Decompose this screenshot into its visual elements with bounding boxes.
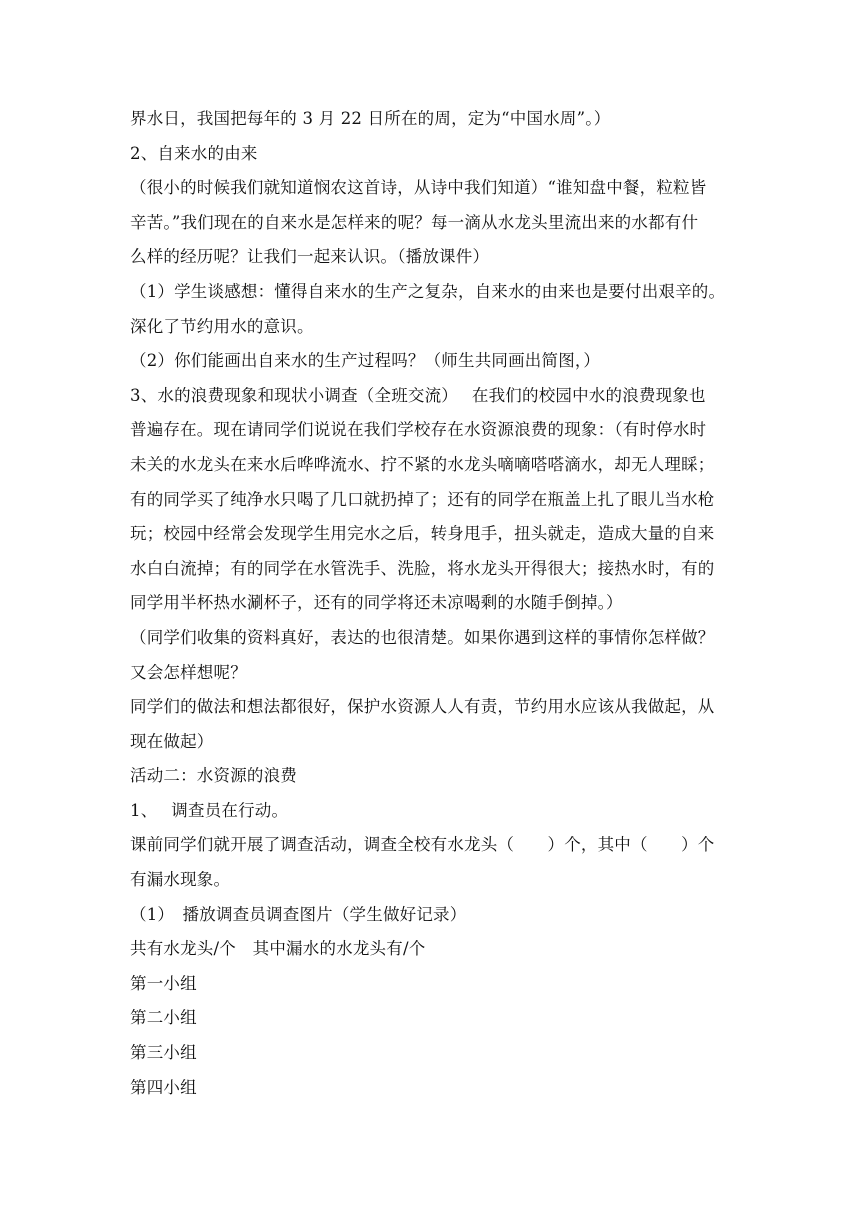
text-line-19: 现在做起） xyxy=(130,731,214,751)
record-header-line: 共有水龙头/个 其中漏水的水龙头有/个 xyxy=(130,939,426,959)
activity-two-heading: 活动二：水资源的浪费 xyxy=(130,766,297,786)
group-3-label: 第三小组 xyxy=(130,1043,197,1063)
text-line-7: 深化了节约用水的意识。 xyxy=(130,316,314,336)
text-line-4: 辛苦。”我们现在的自来水是怎样来的呢？每一滴从水龙头里流出来的水都有什 xyxy=(130,212,699,232)
text-line-24: （1） 播放调查员调查图片（学生做好记录） xyxy=(130,904,467,924)
text-line-16: （同学们收集的资料真好，表达的也很清楚。如果你遇到这样的事情你怎样做？ xyxy=(130,627,715,647)
text-line-12: 有的同学买了纯净水只喝了几口就扔掉了；还有的同学在瓶盖上扎了眼儿当水枪 xyxy=(130,489,715,509)
text-line-5: 么样的经历呢？让我们一起来认识。（播放课件） xyxy=(130,247,490,267)
text-line-22: 课前同学们就开展了调查活动，调查全校有水龙头（ ）个，其中（ ）个 xyxy=(130,835,715,855)
text-line-18: 同学们的做法和想法都很好，保护水资源人人有责，节约用水应该从我做起，从 xyxy=(130,697,715,717)
text-line-11: 未关的水龙头在来水后哗哗流水、拧不紧的水龙头嘀嘀嗒嗒滴水，却无人理睬； xyxy=(130,454,715,474)
section-heading-tap-water-origin: 2、自来水的由来 xyxy=(130,143,258,163)
group-1-label: 第一小组 xyxy=(130,973,197,993)
section-heading-water-waste-survey: 3、水的浪费现象和现状小调查（全班交流） 在我们的校园中水的浪费现象也 xyxy=(130,385,706,405)
text-line-14: 水白白流掉；有的同学在水管洗手、洗脸，将水龙头开得很大；接热水时，有的 xyxy=(130,558,715,578)
text-line-13: 玩；校园中经常会发现学生用完水之后，转身甩手，扭头就走，造成大量的自来 xyxy=(130,524,715,544)
text-line-3: （很小的时候我们就知道悯农这首诗，从诗中我们知道）“谁知盘中餐，粒粒皆 xyxy=(130,178,707,198)
document-body xyxy=(130,102,735,1105)
text-line-10: 普遍存在。现在请同学们说说在我们学校存在水资源浪费的现象：（有时停水时 xyxy=(130,420,707,440)
text-line-15: 同学用半杯热水涮杯子，还有的同学将还未凉喝剩的水随手倒掉。） xyxy=(130,593,623,613)
text-line-1: 界水日，我国把每年的 3 月 22 日所在的周，定为“中国水周”。） xyxy=(130,109,611,128)
group-2-label: 第二小组 xyxy=(130,1008,197,1028)
text-line-6: （1）学生谈感想：懂得自来水的生产之复杂，自来水的由来也是要付出艰辛的。 xyxy=(130,281,726,301)
text-line-23: 有漏水现象。 xyxy=(130,870,231,890)
group-4-label: 第四小组 xyxy=(130,1077,197,1097)
text-line-8: （2）你们能画出自来水的生产过程吗？（师生共同画出简图，） xyxy=(130,351,601,371)
survey-heading: 1、 调查员在行动。 xyxy=(130,800,289,820)
text-line-17: 又会怎样想呢？ xyxy=(130,662,247,682)
